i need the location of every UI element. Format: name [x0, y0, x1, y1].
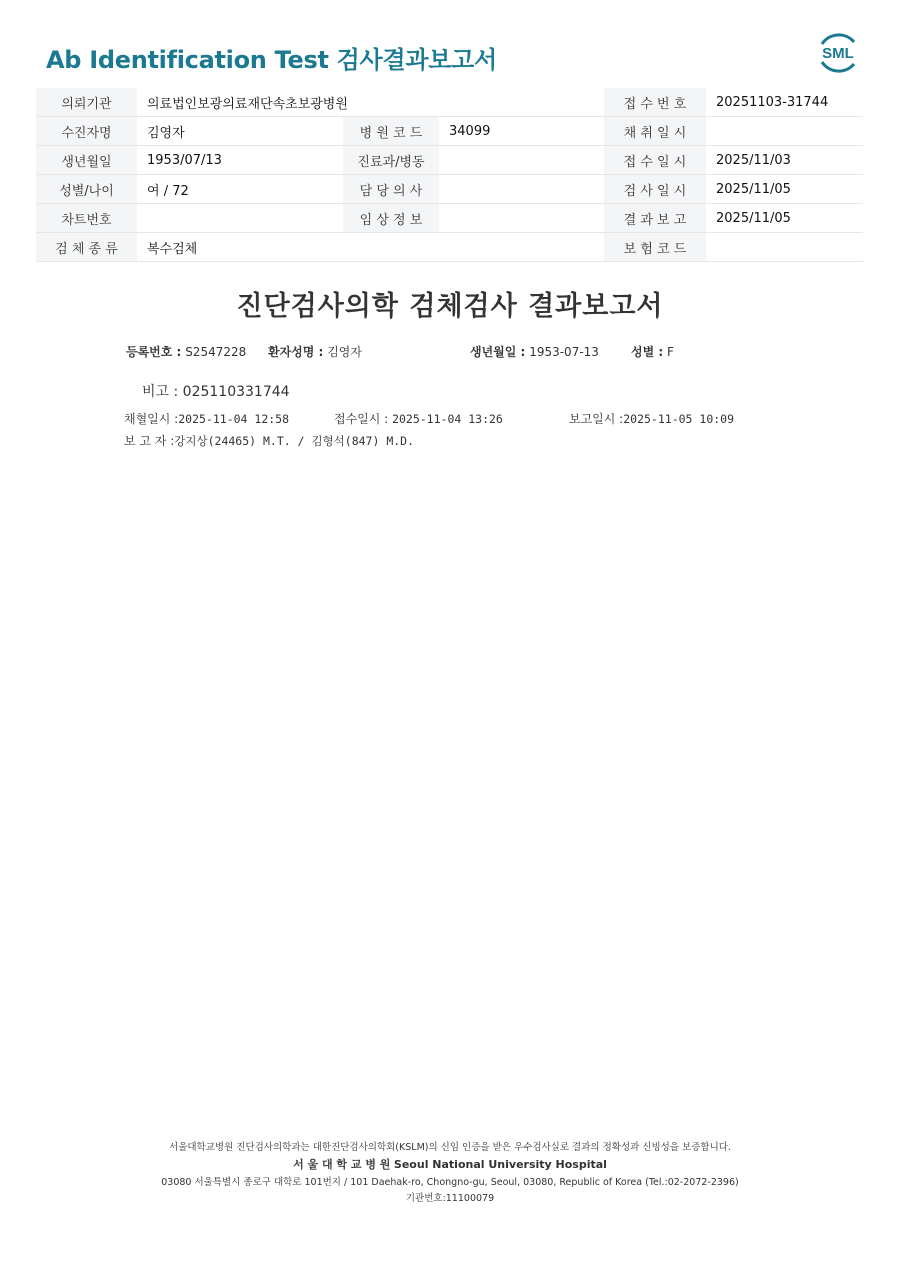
value-result-report: 2025/11/05	[706, 204, 863, 233]
reg-no-value: S2547228	[185, 345, 247, 359]
collect-label: 채혈일시 :	[124, 412, 179, 426]
patient-line	[268, 343, 362, 360]
label-institution: 의뢰기관	[36, 88, 137, 117]
sml-logo	[814, 30, 862, 76]
label-clinical-info: 임 상 정 보	[343, 204, 439, 233]
dob-label: 생년월일 :	[470, 345, 526, 359]
receipt-value: 2025-11-04 13:26	[392, 412, 503, 426]
footer-hospital-kr: 서 울 대 학 교 병 원	[293, 1158, 391, 1171]
value-receipt-no: 20251103-31744	[706, 88, 863, 117]
report-header-title: Ab Identification Test 검사결과보고서	[46, 46, 497, 74]
logo-text: SML	[822, 45, 854, 62]
value-insurance-code	[706, 233, 863, 262]
label-chart-no: 차트번호	[36, 204, 137, 233]
value-patient-name: 김영자	[137, 117, 343, 146]
label-sex-age: 성별/나이	[36, 175, 137, 204]
label-collection-time: 채 취 일 시	[604, 117, 706, 146]
value-specimen-type: 복수검체	[137, 233, 604, 262]
label-birthdate: 생년월일	[36, 146, 137, 175]
value-test-date: 2025/11/05	[706, 175, 863, 204]
reporter-value: 강지상(24465) M.T. / 김형석(847) M.D.	[174, 434, 415, 448]
note-line	[142, 381, 290, 401]
patient-label: 환자성명 :	[268, 345, 324, 359]
footer-hospital	[0, 1156, 900, 1172]
label-result-report: 결 과 보 고	[604, 204, 706, 233]
receipt-line	[334, 410, 503, 427]
label-hospital-code: 병 원 코 드	[343, 117, 439, 146]
info-row	[36, 88, 863, 117]
reporter-label: 보 고 자 :	[124, 434, 175, 448]
reg-no-label: 등록번호 :	[126, 345, 182, 359]
report-time-value: 2025-11-05 10:09	[623, 412, 735, 426]
receipt-label: 접수일시 :	[334, 412, 389, 426]
label-test-date: 검 사 일 시	[604, 175, 706, 204]
sex-label: 성별 :	[631, 345, 664, 359]
footer-address: 03080 서울특별시 종로구 대학로 101번지 / 101 Daehak-ro, Chongno-gu, Seoul, 03080, Republic of Korea (Tel.:02-2072-2396)	[161, 1177, 739, 1188]
note-value: 025110331744	[182, 384, 290, 400]
value-chart-no	[137, 204, 343, 233]
report-main-title: 진단검사의학 검체검사 결과보고서	[236, 291, 664, 322]
label-patient-name: 수진자명	[36, 117, 137, 146]
label-department: 진료과/병동	[343, 146, 439, 175]
label-specimen-type: 검 체 종 류	[36, 233, 137, 262]
collect-value: 2025-11-04 12:58	[178, 412, 290, 426]
value-birthdate: 1953/07/13	[137, 146, 343, 175]
patient-info-table	[36, 88, 863, 262]
info-row	[36, 204, 863, 233]
patient-value: 김영자	[327, 345, 362, 359]
value-hospital-code: 34099	[439, 117, 604, 146]
sex-line	[631, 343, 674, 360]
footer-certification: 서울대학교병원 진단검사의학과는 대한진단검사의학회(KSLM)의 신임 인증을 받은 우수검사실로 결과의 정확성과 신빙성을 보증합니다.	[169, 1142, 731, 1153]
value-receipt-time: 2025/11/03	[706, 146, 863, 175]
info-row	[36, 146, 863, 175]
report-time-label: 보고일시 :	[569, 412, 624, 426]
footer-institution-no: 기관번호:11100079	[405, 1193, 495, 1204]
value-institution: 의료법인보광의료재단속초보광병원	[137, 88, 604, 117]
reg-no-line	[126, 343, 246, 360]
label-insurance-code: 보 험 코 드	[604, 233, 706, 262]
value-department	[439, 146, 604, 175]
note-label: 비고 :	[142, 384, 179, 400]
value-clinical-info	[439, 204, 604, 233]
info-row	[36, 233, 863, 262]
report-time-line	[569, 410, 734, 427]
reporter-line	[124, 432, 414, 449]
value-physician	[439, 175, 604, 204]
label-physician: 담 당 의 사	[343, 175, 439, 204]
sex-value: F	[667, 345, 674, 359]
info-row	[36, 117, 863, 146]
value-sex-age: 여 / 72	[137, 175, 343, 204]
label-receipt-time: 접 수 일 시	[604, 146, 706, 175]
dob-line	[470, 343, 599, 360]
collect-line	[124, 410, 289, 427]
footer-hospital-en: Seoul National University Hospital	[393, 1158, 607, 1171]
label-receipt-no: 접 수 번 호	[604, 88, 706, 117]
info-row	[36, 175, 863, 204]
dob-value: 1953-07-13	[529, 345, 599, 359]
value-collection-time	[706, 117, 863, 146]
